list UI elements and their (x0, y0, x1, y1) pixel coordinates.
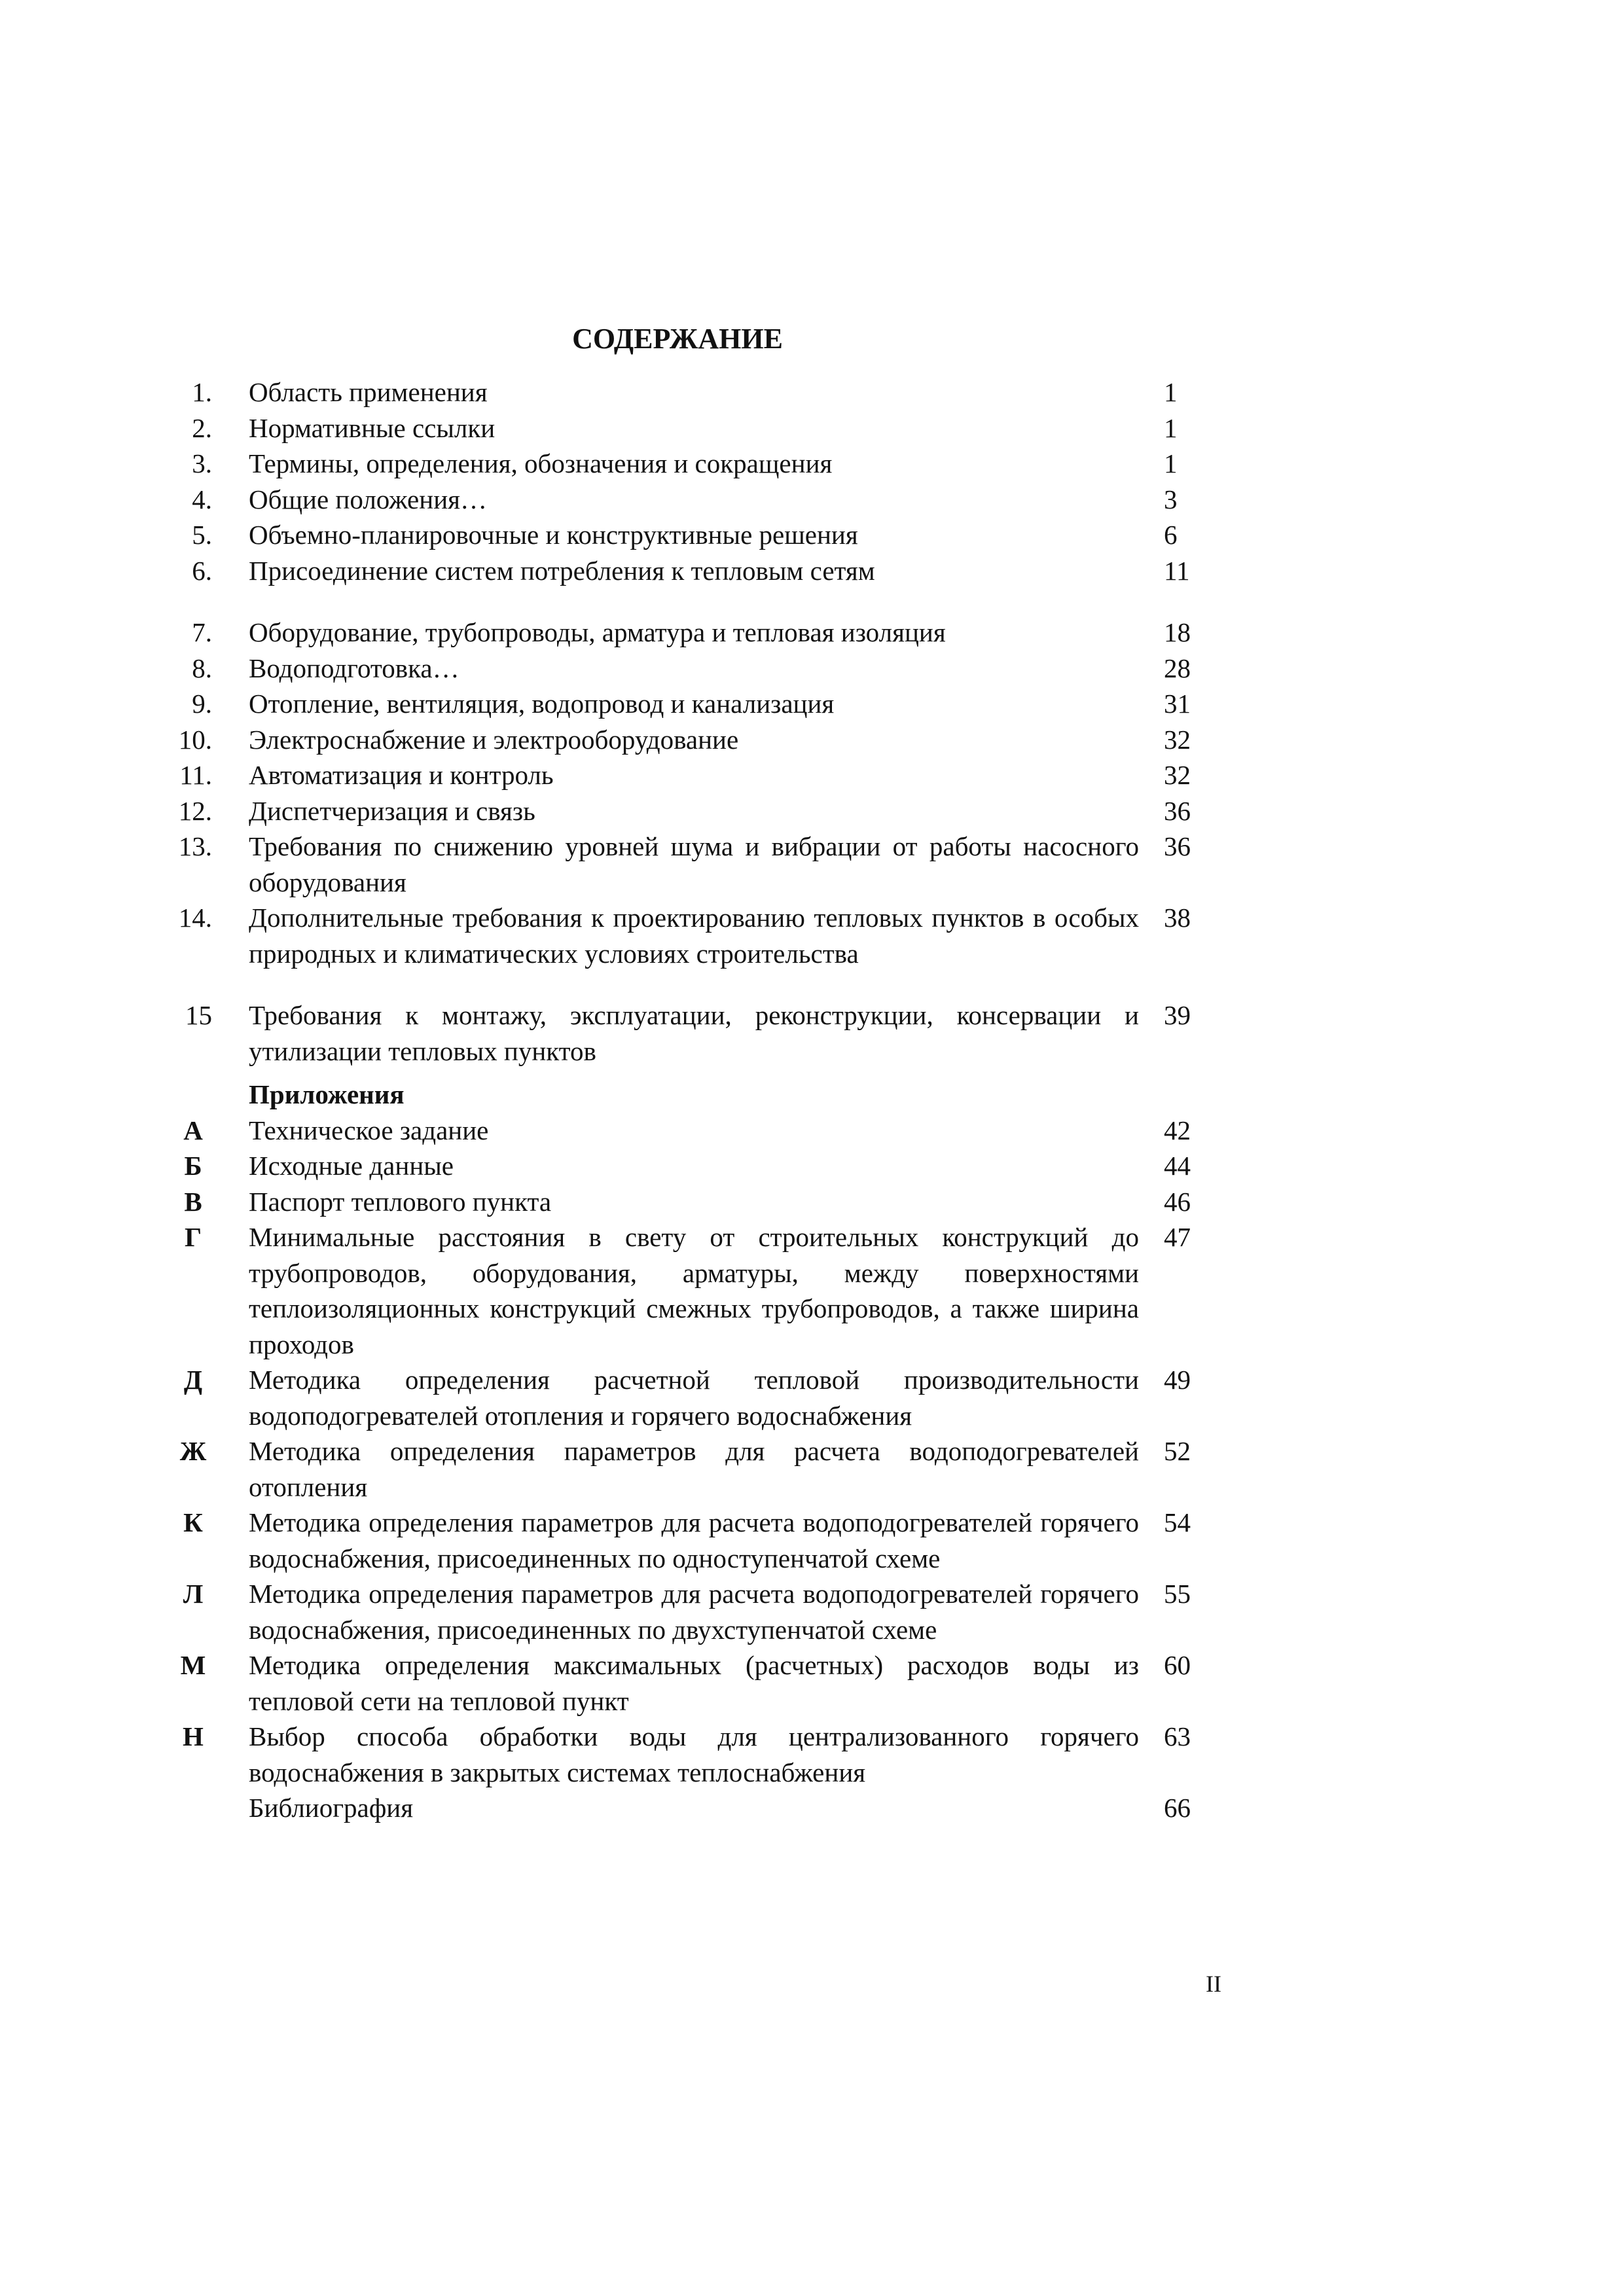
toc-row-number: Д (183, 1365, 203, 1395)
toc-row-page: 38 (1164, 903, 1191, 933)
toc-row-section (157, 829, 1218, 900)
toc-row-page: 1 (1164, 377, 1178, 407)
toc-row-number: 5. (192, 520, 212, 550)
toc-row-text: Методика определения параметров для расчета водоподогревателей отопления (249, 1436, 1139, 1502)
toc-row-appendix (157, 1647, 1218, 1719)
toc-row-section (157, 553, 1218, 589)
toc-row-appendix (157, 1505, 1218, 1576)
toc-row-page: 18 (1164, 617, 1191, 647)
toc-row-page: 46 (1164, 1186, 1191, 1217)
toc-row-bibliography (157, 1790, 1218, 1826)
toc-row-number: В (184, 1186, 202, 1217)
toc-row-section (157, 757, 1218, 793)
toc-row-number: 13. (178, 831, 212, 861)
toc-row-number: Л (183, 1579, 204, 1609)
toc-row-number: 14. (178, 903, 212, 933)
toc-row-page: 66 (1164, 1793, 1191, 1823)
toc-row-page: 39 (1164, 1000, 1191, 1030)
toc-row-section (157, 517, 1218, 553)
toc-row-number (157, 1790, 249, 1826)
toc-row-page: 42 (1164, 1115, 1191, 1145)
toc-row-number: 1. (192, 377, 212, 407)
toc-row-page: 1 (1164, 412, 1178, 443)
toc-row-page: 36 (1164, 795, 1191, 826)
toc-row-text: Водоподготовка… (249, 653, 460, 683)
toc-row-page: 49 (1164, 1365, 1191, 1395)
toc-row-page: 52 (1164, 1436, 1191, 1466)
toc-row-page: 28 (1164, 653, 1191, 683)
toc-row-section (157, 686, 1218, 722)
toc-row-number: 9. (192, 689, 212, 719)
toc-row-text: Методика определения параметров для расчета водоподогревателей горячего водоснабжения, присоединенных по одноступенчатой схеме (249, 1507, 1139, 1573)
toc-row-text: Присоединение систем потребления к тепловым сетям (249, 555, 875, 586)
toc-row-appendix (157, 1184, 1218, 1220)
toc-row-text: Область применения (249, 377, 488, 407)
toc-row-text: Нормативные ссылки (249, 412, 496, 443)
toc-row-number: 3. (192, 448, 212, 478)
toc-row-number: К (183, 1507, 203, 1537)
toc-row-page: 32 (1164, 760, 1191, 790)
toc-row-text: Исходные данные (249, 1151, 454, 1181)
toc-row-page: 1 (1164, 448, 1178, 478)
toc-row-number: 12. (178, 795, 212, 826)
toc-row-text: Выбор способа обработки воды для централизованного горячего водоснабжения в закрытых системах теплоснабжения (249, 1721, 1139, 1787)
toc-row-page: 31 (1164, 689, 1191, 719)
toc-row-section (157, 374, 1218, 410)
toc-row-text: Отопление, вентиляция, водопровод и канализация (249, 689, 835, 719)
toc-row-appendix (157, 1433, 1218, 1505)
toc-row-appendix (157, 1148, 1218, 1184)
toc-row-text: Электроснабжение и электрооборудование (249, 724, 739, 755)
toc-row-section (157, 446, 1218, 482)
toc-row-section (157, 651, 1218, 687)
toc-row-number: 2. (192, 412, 212, 443)
toc-row-text: Общие положения… (249, 484, 487, 514)
toc-row-page: 60 (1164, 1650, 1191, 1680)
toc-row-number: Б (184, 1151, 202, 1181)
toc-row-number: Н (183, 1721, 204, 1751)
toc-row-number: 8. (192, 653, 212, 683)
toc-row-appendix (157, 1113, 1218, 1149)
toc-row-text: Методика определения параметров для расчета водоподогревателей горячего водоснабжения, присоединенных по двухступенчатой схеме (249, 1579, 1139, 1645)
appendices-list (157, 1113, 1218, 1791)
toc-row-text: Методика определения расчетной тепловой производительности водоподогревателей отопления и горячего водоснабжения (249, 1365, 1139, 1431)
toc-row-section (157, 410, 1218, 446)
toc-row-number: 4. (192, 484, 212, 514)
table-of-contents (157, 374, 1218, 1826)
page-title: СОДЕРЖАНИЕ (572, 323, 783, 355)
toc-row-page: 36 (1164, 831, 1191, 861)
page-number: II (1206, 1971, 1221, 1997)
toc-row-text: Требования по снижению уровней шума и вибрации от работы насосного оборудования (249, 831, 1139, 897)
toc-row-text: Техническое задание (249, 1115, 489, 1145)
toc-row-number: 15 (185, 1000, 212, 1030)
toc-row-page: 6 (1164, 520, 1178, 550)
toc-row-appendix (157, 1219, 1218, 1362)
toc-row-text: Объемно-планировочные и конструктивные решения (249, 520, 858, 550)
toc-row-number: 10. (178, 724, 212, 755)
toc-row-appendix (157, 1362, 1218, 1433)
toc-row-page: 32 (1164, 724, 1191, 755)
toc-row-page: 3 (1164, 484, 1178, 514)
toc-row-text: Автоматизация и контроль (249, 760, 554, 790)
toc-row-appendix (157, 1576, 1218, 1647)
toc-row-page: 47 (1164, 1222, 1191, 1252)
toc-row-number: 6. (192, 555, 212, 586)
toc-row-text: Диспетчеризация и связь (249, 795, 535, 826)
toc-row-page: 11 (1164, 555, 1190, 586)
toc-row-section (157, 615, 1218, 651)
toc-row-section (157, 997, 1218, 1069)
appendix-heading: Приложения (249, 1079, 405, 1109)
toc-row-page: 54 (1164, 1507, 1191, 1537)
toc-row-section (157, 900, 1218, 971)
toc-row-number: 7. (192, 617, 212, 647)
toc-row-appendix (157, 1719, 1218, 1790)
toc-row-number: А (183, 1115, 203, 1145)
toc-row-section (157, 482, 1218, 518)
toc-row-number: М (180, 1650, 206, 1680)
toc-row-text: Библиография (249, 1793, 414, 1823)
toc-row-page: 44 (1164, 1151, 1191, 1181)
toc-row-text: Оборудование, трубопроводы, арматура и тепловая изоляция (249, 617, 946, 647)
toc-row-number: Ж (179, 1436, 207, 1466)
toc-row-text: Термины, определения, обозначения и сокращения (249, 448, 833, 478)
toc-row-text: Методика определения максимальных (расчетных) расходов воды из тепловой сети на тепловой пункт (249, 1650, 1139, 1716)
toc-row-page: 63 (1164, 1721, 1191, 1751)
toc-row-text: Требования к монтажу, эксплуатации, реконструкции, консервации и утилизации тепловых пунктов (249, 1000, 1139, 1066)
toc-row-section (157, 793, 1218, 829)
toc-row-page: 55 (1164, 1579, 1191, 1609)
toc-row-text: Паспорт теплового пункта (249, 1186, 552, 1217)
toc-row-section (157, 722, 1218, 758)
toc-row-number: Г (184, 1222, 202, 1252)
toc-row-text: Минимальные расстояния в свету от строительных конструкций до трубопроводов, оборудования, арматуры, между поверхностями теплоизоляционных конструкций смежных трубопроводов, а также ширина проходов (249, 1222, 1139, 1359)
sections-list (157, 374, 1218, 1069)
toc-row-text: Дополнительные требования к проектированию тепловых пунктов в особых природных и климатических условиях строительства (249, 903, 1139, 969)
toc-row-number: 11. (179, 760, 212, 790)
